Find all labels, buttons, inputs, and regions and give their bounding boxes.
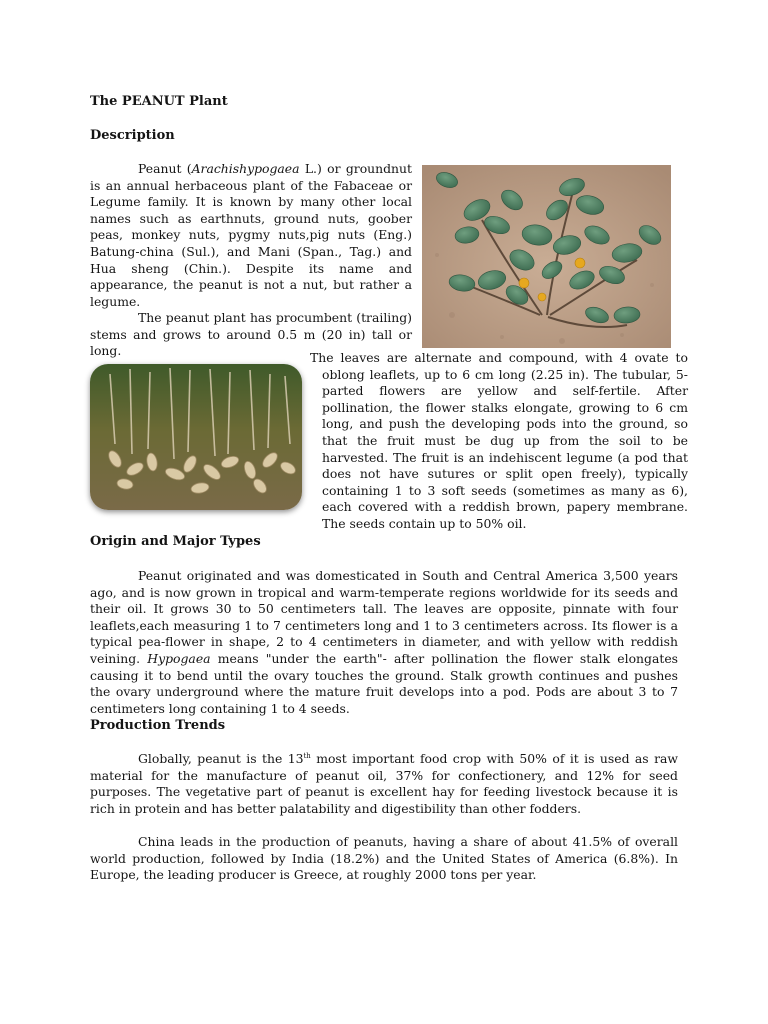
- p4-text-b: means "under the earth"- after pollination the flower stalk elongates causing it to bend until the ovary touches the ground. Stalk growth continues and pushes the ovary underground where the mature fruit develops into a pod. Pods are about 3 to 7 centimeters long containing 1 to 4 seeds.: [90, 650, 679, 716]
- peanut-plant-photo: [422, 165, 671, 348]
- paragraph-production-2: China leads in the production of peanuts, having a share of about 41.5% of overall world production, followed by India (18.2%) and the United States of America (6.8%). In Europe, the leading producer is Greece, at roughly 2000 tons per year.: [90, 834, 678, 883]
- description-heading: Description: [90, 128, 175, 143]
- p1-text-b: L.) or groundnut is an annual herbaceous plant of the Fabaceae or Legume family. It is known by many other local names such as earthnuts, ground nuts, goober peas, monkey nuts, pygmy nuts,pig nuts (Eng.) Batung-china (Sul.), and Mani (Span., Tag.) and Hua sheng (Chin.). Despite its name and appearance, the peanut is not a nut, but rather a legume.: [90, 161, 412, 309]
- document-title: The PEANUT Plant: [90, 94, 228, 109]
- p4-scientific-name: Hypogaea: [147, 650, 211, 666]
- paragraph-origin: [90, 568, 678, 717]
- production-heading: Production Trends: [90, 718, 226, 733]
- paragraph-leaves: The leaves are alternate and compound, with 4 ovate to oblong leaflets, up to 6 cm long (2.25 in). The tubular, 5-parted flowers are yellow and self-fertile. After pollination, the flower stalks elongate, growing to 6 cm long, and push the developing pods into the ground, so that the fruit must be dug up from the soil to be harvested. The fruit is an indehiscent legume (a pod that does not have sutures or split open freely), typically containing 1 to 3 soft seeds (sometimes as many as 6), each covered with a reddish brown, papery membrane. The seeds contain up to 50% oil.: [310, 350, 688, 531]
- p1-text-a: Peanut (: [138, 161, 192, 176]
- p4-text-a: Peanut originated and was domesticated in South and Central America 3,500 years ago, and is now grown in tropical and warm-temperate regions worldwide for its seeds and their oil. It grows 30 to 50 centimeters tall. The leaves are opposite, pinnate with four leaflets,each measuring 1 to 7 centimeters long and 1 to 3 centimeters across. Its flower is a typical pea-flower in shape, 2 to 4 centimeters in diameter, and with yellow with reddish veining.: [90, 568, 678, 666]
- p1-scientific-name: Arachishypogaea: [191, 161, 300, 176]
- paragraph-production-1: [90, 751, 678, 817]
- p5-text-a: Globally, peanut is the 13: [138, 751, 304, 766]
- origin-heading: Origin and Major Types: [90, 534, 261, 549]
- paragraph-description: [90, 161, 412, 310]
- peanut-roots-photo: [90, 364, 302, 510]
- p5-text-b: most important food crop with 50% of it is used as raw material for the manufacture of peanut oil, 37% for confectionery, and 12% for seed purposes. The vegetative part of peanut is excellent hay for feeding livestock because it is rich in protein and has better palatability and digestibility than other fodders.: [90, 751, 678, 816]
- paragraph-stems: The peanut plant has procumbent (trailing) stems and grows to around 0.5 m (20 in) tall or long.: [90, 310, 412, 359]
- p5-superscript: th: [303, 751, 311, 760]
